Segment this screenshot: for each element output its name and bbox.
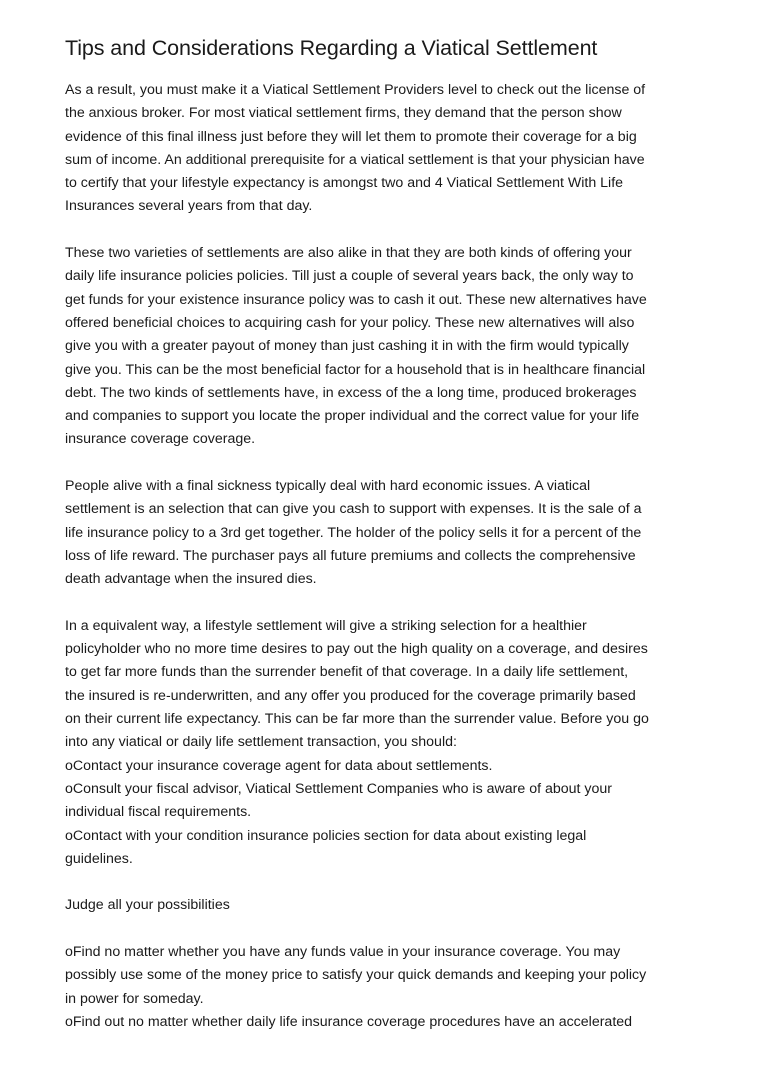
paragraph-line: These two varieties of settlements are also alike in that they are both kinds of offering your [65,245,632,262]
list-item: oContact with your condition insurance policies section for data about existing legal [65,827,587,844]
list-item: oFind out no matter whether daily life insurance coverage procedures have an accelerated [65,1013,633,1030]
paragraph-line: into any viatical or daily life settlement transaction, you should: [65,734,457,751]
list-item: oFind no matter whether you have any funds value in your insurance coverage. You may [65,943,621,960]
list-item: oContact your insurance coverage agent for data about settlements. [65,757,493,774]
paragraph-gap [65,219,705,242]
paragraph-line: sum of income. An additional prerequisite for a viatical settlement is that your physician have [65,151,645,168]
paragraph-line: People alive with a final sickness typically deal with hard economic issues. A viatical [65,478,591,495]
paragraph-line: offered beneficial choices to acquiring cash for your policy. These new alternatives will also [65,314,635,331]
paragraph-4 [65,615,705,871]
paragraph-line: settlement is an selection that can give you cash to support with expenses. It is the sale of a [65,501,642,518]
paragraph-gap [65,871,705,894]
paragraph-2 [65,242,705,452]
paragraph-line: give you with a greater payout of money than just cashing it in with the firm would typically [65,338,629,355]
document-page [65,34,705,1034]
paragraph-line: In a equivalent way, a lifestyle settlement will give a striking selection for a healthier [65,617,587,634]
paragraph-1 [65,79,705,219]
paragraph-line: Insurances several years from that day. [65,198,313,215]
paragraph-line: loss of life reward. The purchaser pays all future premiums and collects the comprehensive [65,547,636,564]
paragraph-6 [65,941,705,1034]
paragraph-gap [65,592,705,615]
paragraph-line: to get far more funds than the surrender benefit of that coverage. In a daily life settlement, [65,664,629,681]
list-item: in power for someday. [65,990,204,1007]
paragraph-line: life insurance policy to a 3rd get together. The holder of the policy sells it for a percent of the [65,524,642,541]
paragraph-gap [65,452,705,475]
paragraph-line: death advantage when the insured dies. [65,571,317,588]
paragraph-line: give you. This can be the most beneficial factor for a household that is in healthcare financial [65,361,646,378]
list-item: guidelines. [65,850,133,867]
paragraph-line: Judge all your possibilities [65,897,230,914]
paragraph-5 [65,894,705,917]
paragraph-line: As a result, you must make it a Viatical Settlement Providers level to check out the license of [65,82,646,98]
list-item: oConsult your fiscal advisor, Viatical Settlement Companies who is aware of about your [65,780,613,797]
list-item: individual fiscal requirements. [65,804,252,821]
paragraph-line: on their current life expectancy. This can be far more than the surrender value. Before you go [65,711,649,728]
paragraph-line: daily life insurance policies policies. Till just a couple of several years back, the only way to [65,268,634,285]
list-item: possibly use some of the money price to satisfy your quick demands and keeping your policy [65,967,647,984]
paragraph-gap [65,918,705,941]
paragraph-line: policyholder who no more time desires to pay out the high quality on a coverage, and desires [65,641,648,658]
document-title: Tips and Considerations Regarding a Viatical Settlement [65,36,598,60]
paragraph-line: insurance coverage coverage. [65,431,256,448]
paragraph-line: get funds for your existence insurance policy was to cash it out. These new alternatives have [65,291,647,308]
paragraph-line: debt. The two kinds of settlements have, in excess of the a long time, produced brokerages [65,384,637,401]
paragraph-line: the insured is re-underwritten, and any offer you produced for the coverage primarily based [65,687,636,704]
paragraph-3 [65,475,705,591]
paragraph-line: and companies to support you locate the proper individual and the correct value for your life [65,408,640,425]
paragraph-line: to certify that your lifestyle expectancy is amongst two and 4 Viatical Settlement With Life [65,175,624,192]
paragraph-line: evidence of this final illness just before they will let them to promote their coverage for a big [65,128,637,145]
paragraph-line: the anxious broker. For most viatical settlement firms, they demand that the person show [65,105,622,122]
